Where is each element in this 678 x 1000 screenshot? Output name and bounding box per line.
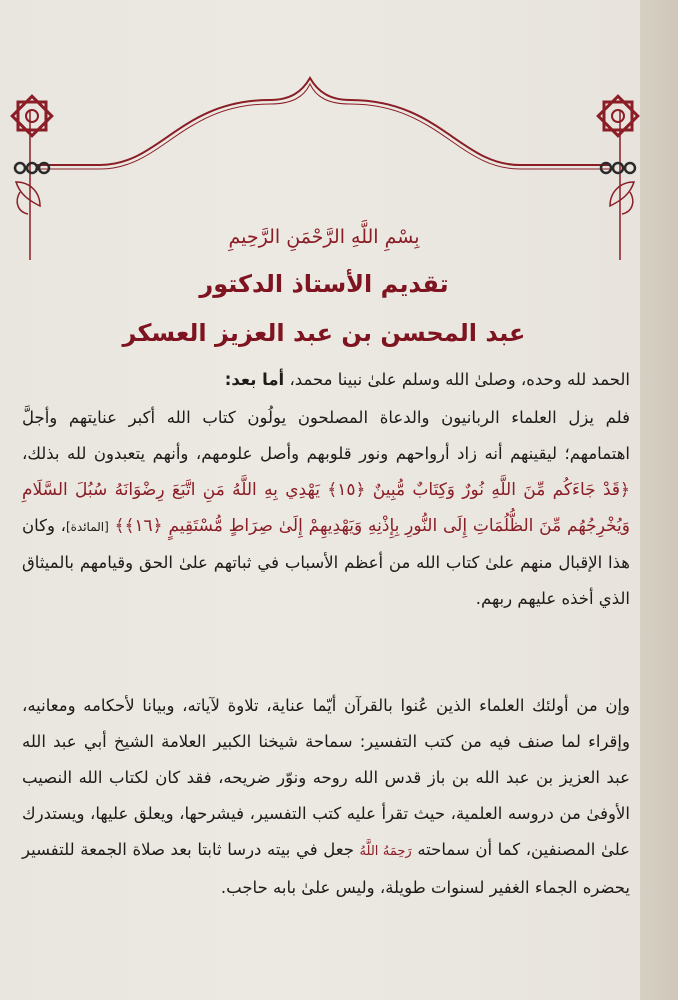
intro-text: الحمد لله وحده، وصلىٰ الله وسلم علىٰ نبينا محمد، <box>289 370 630 389</box>
heading-line-2: عبد المحسن بن عبد العزيز العسكر <box>122 319 526 347</box>
basmala: بِسْمِ اللَّهِ الرَّحْمَنِ الرَّحِيمِ <box>228 226 420 248</box>
paragraph-2 <box>22 688 630 906</box>
paragraph-1-text: فلم يزل العلماء الربانيون والدعاة المصلحون يولُون كتاب الله أكبر عنايتهم وأجلَّ اهتمامهم؛ ليقينهم أنه زاد أرواحهم ونور قلوبهم وأصل علومهم، وأنهم يتعبدون لله بذلك، <box>22 408 630 463</box>
paragraph-1-continued: ، وكان هذا الإقبال منهم علىٰ كتاب الله من أعظم الأسباب في ثباتهم علىٰ الحق وقيامهم بالميثاق الذي أخذه عليهم ربهم. <box>22 516 630 608</box>
quran-verse: ﴿قَدْ جَاءَكُم مِّنَ اللَّهِ نُورٌ وَكِتَابٌ مُّبِينٌ ﴿١٥﴾ يَهْدِي بِهِ اللَّهُ مَنِ اتَّبَعَ رِضْوَانَهُ سُبُلَ السَّلَامِ وَيُخْرِجُهُم مِّنَ الظُّلُمَاتِ إِلَى النُّورِ بِإِذْنِهِ وَيَهْدِيهِمْ إِلَىٰ صِرَاطٍ مُّسْتَقِيمٍ ﴿١٦﴾﴾ <box>22 480 630 536</box>
surah-reference: [المائدة] <box>65 520 109 534</box>
page-text <box>14 0 638 1000</box>
heading-line-1: تقديم الأستاذ الدكتور <box>199 270 449 298</box>
page-edge <box>640 0 678 1000</box>
honorific: رَحِمَهُ اللَّهُ <box>359 844 412 859</box>
paragraph-1 <box>22 400 630 617</box>
paragraph-2-continued: جعل في بيته درسا ثابتا بعد صلاة الجمعة للتفسير يحضره الجماء الغفير لسنوات طويلة، وليس علىٰ بابه حاجب. <box>22 840 630 897</box>
paragraph-2-text: وإن من أولئك العلماء الذين عُنوا بالقرآن أيّما عناية، تلاوة لآياته، وبيانا لأحكامه ومعانيه، وإقراء لما صنف فيه من كتب التفسير: سماحة شيخنا الكبير العلامة الشيخ أبي عبد الله عبد العزيز بن عبد الله بن باز قدس الله روحه ونوّر ضريحه، فقد كان لكتاب الله النصيب الأوفىٰ من دروسه العلمية، حيث تقرأ عليه كتب التفسير، فيشرحها، ويعلق عليها، ويستدرك علىٰ المصنفين، كما أن سماحته <box>22 696 631 859</box>
intro-paragraph <box>22 362 630 398</box>
intro-bold: أما بعد: <box>224 370 285 389</box>
